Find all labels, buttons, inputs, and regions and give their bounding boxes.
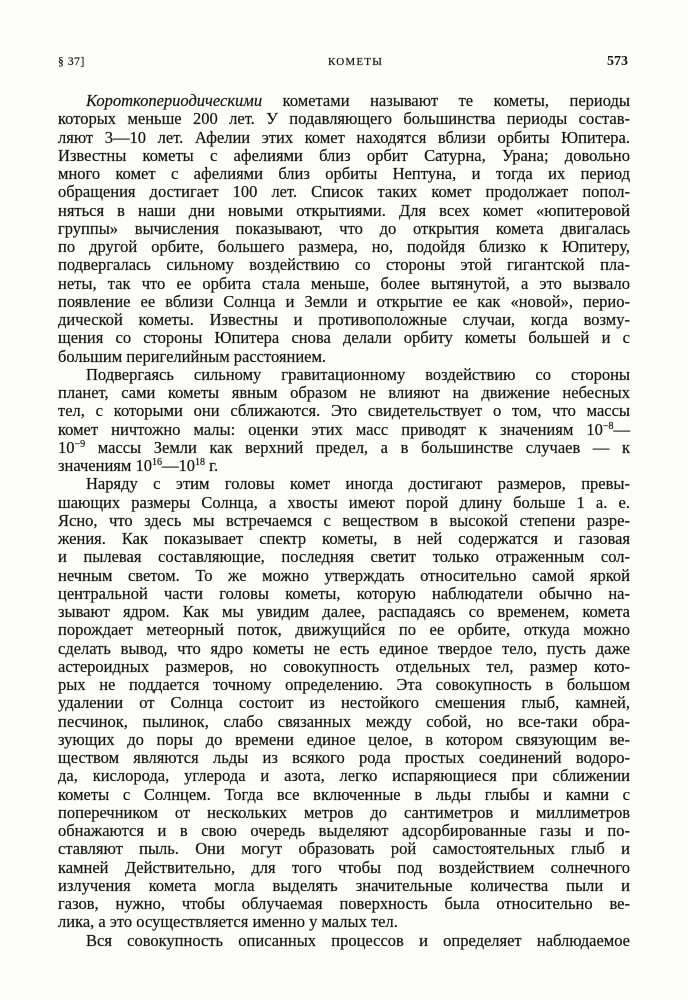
- text-line: кометы с Солнцем. Тогда все включенные в льды глыбы и камни с: [58, 784, 630, 804]
- text-line: зывают ядром. Как мы увидим далее, распадаясь со временем, комета: [58, 602, 630, 621]
- text-line: удалении от Солнца состоит из нестойкого смешения глыб, камней,: [58, 693, 630, 713]
- running-title: КОМЕТЫ: [328, 56, 384, 68]
- text-line: газов, нужно, чтобы облучаемая поверхность была относительно ве-: [58, 894, 630, 913]
- paragraph: [58, 366, 630, 476]
- text-line: астероидных размеров, но совокупность отдельных тел, размер кото-: [58, 656, 630, 676]
- text-line: щения со стороны Юпитера снова делали орбиту кометы большей и с: [58, 328, 630, 348]
- text-line: подвергалась сильному воздействию со стороны этой гигантской пла-: [58, 255, 630, 275]
- line-text: —10: [161, 456, 195, 475]
- text-line: лика, а это осуществляется именно у малых тел.: [58, 912, 398, 932]
- line-text: значениям 10: [58, 456, 152, 475]
- text-line: [58, 457, 630, 475]
- text-line: жения. Как показывает спектр кометы, в ней содержатся и газовая: [58, 529, 630, 548]
- italic-term: Короткопериодическими: [86, 91, 263, 110]
- text-line: много комет с афелиями близ орбиты Нептуна, и тогда их период: [58, 164, 630, 183]
- text-line: Наряду с этим головы комет иногда достигают размеров, превы-: [86, 474, 630, 494]
- text-line: и пылевая составляющие, последняя светит только отраженным сол-: [58, 547, 630, 567]
- text-line: излучения комета могла выделять значительные количества пыли и: [58, 875, 630, 895]
- text-line: [58, 439, 630, 457]
- text-line: группы» вычисления показывают, что до открытия комета двигалась: [58, 218, 630, 238]
- text-line: шающих размеры Солнца, а хвосты имеют порой длину больше 1 а. е.: [58, 492, 630, 512]
- line-text: г.: [204, 456, 219, 475]
- text-line: неты, так что ее орбита стала меньше, более вытянутой, а это вызвало: [58, 273, 630, 293]
- text-line: по другой орбите, большего размера, но, подойдя близко к Юпитеру,: [58, 237, 630, 256]
- text-line: няться в наши дни новыми открытиями. Для всех комет «юпитеровой: [58, 200, 630, 220]
- line-text: —: [613, 419, 630, 439]
- text-line: зующих до поры до времени единое целое, в котором связующим ве-: [58, 729, 630, 749]
- text-line: поперечником от нескольких метров до сантиметров и миллиметров: [58, 802, 630, 822]
- text-line: тел, с которыми они сближаются. Это свидетельствует о том, что массы: [58, 401, 630, 421]
- paragraph: [58, 92, 630, 366]
- line-text: кометами называют те кометы, периоды: [262, 91, 630, 110]
- text-line: ставляют пыль. Они могут образовать рой самостоятельных глыб и: [58, 839, 630, 859]
- text-line: центральной части головы кометы, которую наблюдатели обычно на-: [58, 583, 630, 603]
- text-line: ляют 3—10 лет. Афелии этих комет находятся вблизи орбиты Юпитера.: [58, 127, 630, 147]
- text-line: ществом являются льды из всякого рода простых соединений водоро-: [58, 748, 630, 767]
- text-line: планет, сами кометы явным образом не влияют на движение небесных: [58, 383, 630, 402]
- text-line: камней Действительно, для того чтобы под воздействием солнечного: [58, 857, 630, 877]
- paragraph: [58, 475, 630, 931]
- text-line: да, кислорода, углерода и азота, легко испаряющиеся при сближении: [58, 766, 630, 786]
- power-base: 10: [58, 437, 75, 457]
- text-line: Ясно, что здесь мы встречаемся с веществом в высокой степени разре-: [58, 510, 630, 530]
- text-line: обращения достигает 100 лет. Список таких комет продолжает попол-: [58, 182, 630, 202]
- text-line: [58, 421, 630, 439]
- page-number: 573: [607, 54, 628, 69]
- text-line: нечным светом. То же можно утверждать относительно самой яркой: [58, 565, 630, 585]
- text-line: большим перигелийным расстоянием.: [58, 346, 327, 366]
- superscript-exponent: −8: [602, 420, 614, 432]
- text-line: обнажаются и в свою очередь выделяют адсорбированные газы и по-: [58, 821, 630, 840]
- text-line: порождает метеорный поток, движущийся по ее орбите, откуда можно: [58, 620, 630, 640]
- section-reference: § 37]: [58, 56, 85, 68]
- text-line: песчинок, пылинок, слабо связанных между собой, но все-таки обра-: [58, 711, 630, 731]
- text-line: [58, 92, 630, 110]
- text-line: дической кометы. Известны и противоположные случаи, когда возму-: [58, 310, 630, 329]
- line-text: массы Земли как верхний предел, а в большинстве случаев — к: [85, 437, 630, 457]
- text-line: сделать вывод, что ядро кометы не есть единое твердое тело, пусть даже: [58, 638, 630, 658]
- text-line: которых меньше 200 лет. У подавляющего большинства периоды состав-: [58, 109, 630, 129]
- text-line: Подвергаясь сильному гравитационному воздействию со стороны: [86, 364, 630, 384]
- superscript-exponent: −9: [74, 438, 86, 450]
- text-line: рых не поддается точному определению. Эта совокупность в большом: [58, 675, 630, 694]
- superscript-exponent: 16: [151, 457, 162, 468]
- paragraph: [58, 932, 630, 950]
- text-line: Вся совокупность описанных процессов и определяет наблюдаемое: [86, 930, 630, 950]
- running-header: [58, 54, 630, 72]
- text-line: Известны кометы с афелиями близ орбит Сатурна, Урана; довольно: [58, 145, 630, 165]
- line-text: комет ничтожно малы: оценки этих масс приводят к значениям 10: [58, 419, 603, 439]
- superscript-exponent: 18: [194, 457, 205, 468]
- body-text: [58, 92, 630, 950]
- text-line: появление ее вблизи Солнца и Земли и открытие ее как «новой», перио-: [58, 291, 630, 311]
